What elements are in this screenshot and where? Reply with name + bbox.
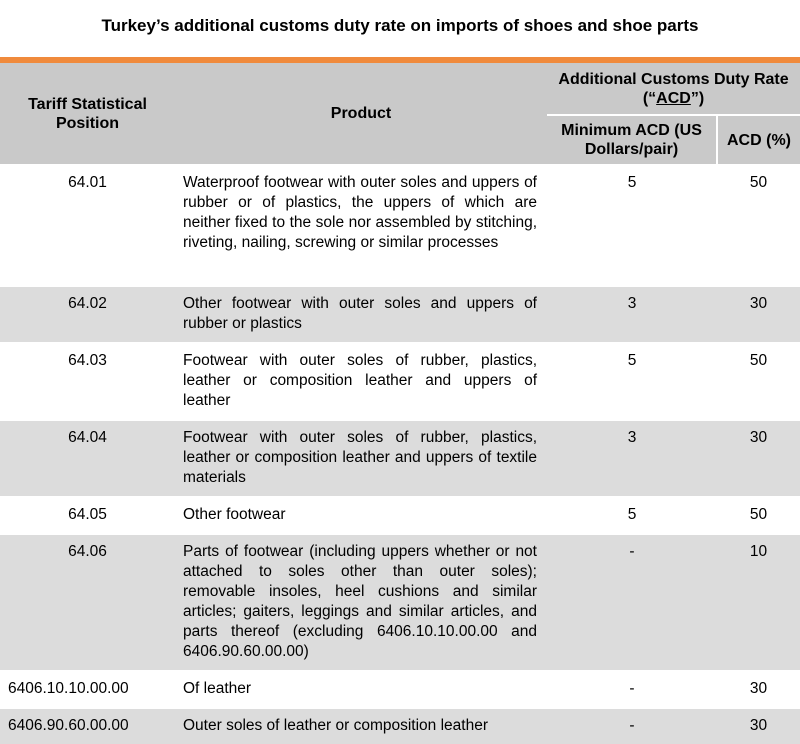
tariff-position-cell: 64.02 (0, 286, 175, 343)
product-cell: Parts of footwear (including uppers whether or not attached to soles other than outer soles); removable insoles, heel cushions and similar articles; gaiters, leggings and similar articles, and parts thereof (excluding 6406.10.10.00.00 and 6406.90.60.00.00) (175, 534, 547, 671)
table-header (0, 63, 800, 165)
product-cell: Other footwear (175, 497, 547, 534)
acd-percent-cell: 50 (717, 343, 800, 420)
table-row (0, 420, 800, 497)
header-minimum-acd: Minimum ACD (US Dollars/pair) (547, 115, 717, 165)
tariff-position-cell: 6406.10.10.00.00 (0, 671, 175, 708)
tariff-position-cell: 64.04 (0, 420, 175, 497)
acd-percent-cell: 50 (717, 497, 800, 534)
table-row (0, 708, 800, 744)
table-row (0, 343, 800, 420)
minimum-acd-cell: 3 (547, 420, 717, 497)
tariff-position-cell: 64.01 (0, 165, 175, 286)
minimum-acd-cell: 5 (547, 497, 717, 534)
acd-percent-cell: 30 (717, 420, 800, 497)
header-additional-duty-rate (547, 63, 800, 115)
table-body (0, 165, 800, 744)
table-row (0, 671, 800, 708)
minimum-acd-cell: 5 (547, 165, 717, 286)
minimum-acd-cell: - (547, 534, 717, 671)
product-cell: Other footwear with outer soles and uppers of rubber or plastics (175, 286, 547, 343)
tariff-position-cell: 64.03 (0, 343, 175, 420)
header-product: Product (175, 63, 547, 165)
acd-percent-cell: 10 (717, 534, 800, 671)
acd-percent-cell: 50 (717, 165, 800, 286)
page-title: Turkey’s additional customs duty rate on imports of shoes and shoe parts (101, 16, 699, 35)
table-row (0, 286, 800, 343)
duty-rate-table (0, 63, 800, 744)
minimum-acd-cell: 5 (547, 343, 717, 420)
acd-percent-cell: 30 (717, 671, 800, 708)
acd-percent-cell: 30 (717, 286, 800, 343)
minimum-acd-cell: 3 (547, 286, 717, 343)
table-row (0, 497, 800, 534)
product-cell: Outer soles of leather or composition leather (175, 708, 547, 744)
header-tariff-position: Tariff Statistical Position (0, 63, 175, 165)
product-cell: Waterproof footwear with outer soles and uppers of rubber or of plastics, the uppers of which are neither fixed to the sole nor assembled by stitching, riveting, nailing, screwing or similar processes (175, 165, 547, 286)
table-row (0, 534, 800, 671)
tariff-position-cell: 6406.90.60.00.00 (0, 708, 175, 744)
header-acd-abbreviation: ACD (656, 89, 691, 107)
tariff-position-cell: 64.05 (0, 497, 175, 534)
header-group-suffix: ”) (690, 89, 705, 107)
acd-percent-cell: 30 (717, 708, 800, 744)
header-acd-percent: ACD (%) (717, 115, 800, 165)
minimum-acd-cell: - (547, 708, 717, 744)
product-cell: Footwear with outer soles of rubber, plastics, leather or composition leather and uppers of textile materials (175, 420, 547, 497)
product-cell: Footwear with outer soles of rubber, plastics, leather or composition leather and uppers of leather (175, 343, 547, 420)
header-group-prefix: Additional Customs Duty Rate (“ (558, 70, 789, 107)
table-row (0, 165, 800, 286)
minimum-acd-cell: - (547, 671, 717, 708)
product-cell: Of leather (175, 671, 547, 708)
tariff-position-cell: 64.06 (0, 534, 175, 671)
